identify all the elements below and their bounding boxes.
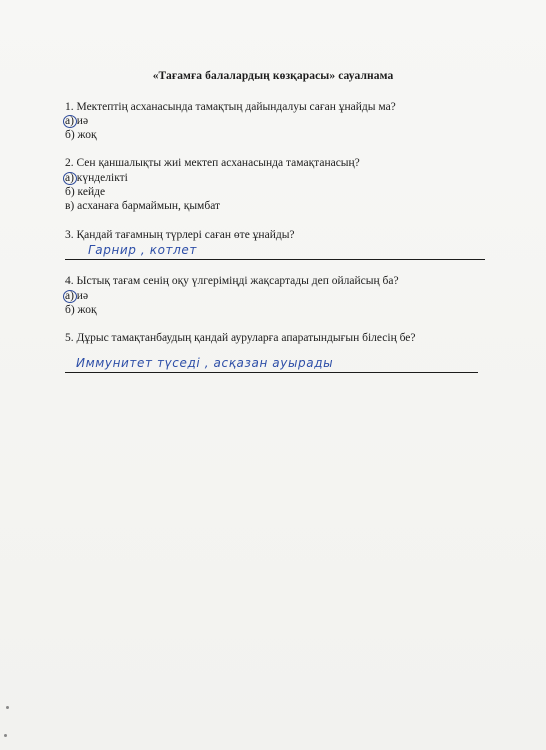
question-1-option-a: а) иә <box>65 115 89 127</box>
handwritten-answer-5: Иммунитет түседі , асқазан ауырады <box>76 356 334 370</box>
handwritten-answer-3: Гарнир , котлет <box>88 243 197 257</box>
question-4-option-a: а) иә <box>65 290 89 302</box>
question-1: 1. Мектептің асханасында тамақтың дайындалуы саған ұнайды ма? <box>65 101 396 113</box>
question-1-option-b: б) жоқ <box>65 129 97 141</box>
answer-line-3 <box>65 259 485 260</box>
selected-answer-circle <box>63 115 77 128</box>
scan-speck <box>6 706 9 709</box>
question-3: 3. Қандай тағамның түрлері саған өте ұнайды? <box>65 229 295 241</box>
question-4-option-b: б) жоқ <box>65 304 97 316</box>
question-2-option-c: в) асханаға бармаймын, қымбат <box>65 200 221 212</box>
selected-answer-circle <box>63 290 77 303</box>
question-2-option-b: б) кейде <box>65 186 106 198</box>
question-2-option-a: а) күнделікті <box>65 172 128 184</box>
scan-speck <box>4 734 7 737</box>
answer-line-5 <box>65 372 478 373</box>
question-4: 4. Ыстық тағам сенің оқу үлгеріміңді жақсартады деп ойлайсың ба? <box>65 275 399 287</box>
page-title: «Тағамға балалардың көзқарасы» сауалнама <box>152 70 394 82</box>
selected-answer-circle <box>63 172 77 185</box>
question-5: 5. Дұрыс тамақтанбаудың қандай ауруларға апаратындығын білесің бе? <box>65 332 416 344</box>
question-2: 2. Сен қаншалықты жиі мектеп асханасында тамақтанасың? <box>65 157 360 169</box>
